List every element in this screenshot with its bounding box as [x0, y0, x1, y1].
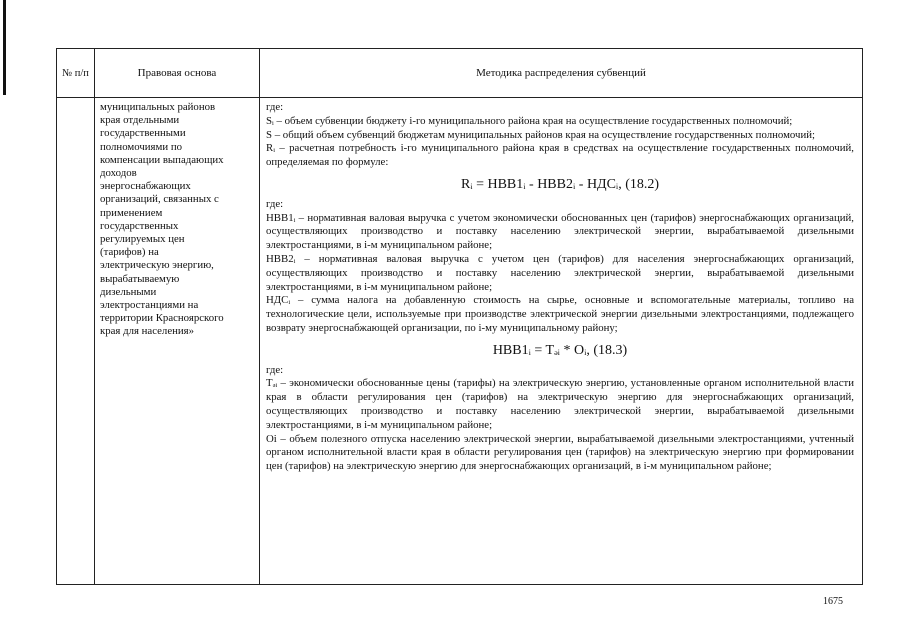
legal-line: организаций, связанных с — [100, 193, 219, 206]
cell-legal-basis — [95, 98, 260, 585]
definition-tei: Tₔᵢ – экономически обоснованные цены (тарифы) на электрическую энергию, установленные органом исполнительной власти края в области регулирования цен (тарифов) на электрическую энергию для энергоснабжающих организаций, осуществляющих производство и поставку населению электрической энергии, вырабатываемой дизельными электростанциями, в i-м муниципальном районе; — [266, 377, 854, 431]
legal-line: муниципальных районов — [100, 101, 216, 113]
table-row — [57, 98, 863, 585]
legal-line: края для населения» — [100, 325, 195, 338]
legal-line: электростанциями на — [100, 299, 199, 312]
where-label: где: — [266, 101, 284, 113]
definition-ri: Rᵢ – расчетная потребность i-го муниципального района края в средствах на осуществление государственных полномочий, определяемая по формуле: — [266, 142, 854, 169]
legal-line: государственных — [100, 219, 179, 232]
formula-18-3: НВВ1ᵢ = Tₔᵢ * Oᵢ, (18.3) — [492, 342, 628, 358]
legal-line: регулируемых цен — [100, 233, 185, 246]
legal-line: территории Красноярского — [100, 312, 224, 325]
legal-line: дизельными — [100, 285, 157, 298]
legal-line: применением — [100, 206, 163, 219]
definition-si: Sᵢ – объем субвенции бюджету i-го муниципального района края на осуществление государственных полномочий; — [266, 114, 793, 127]
legal-line: (тарифов) на — [100, 246, 159, 259]
cell-num — [57, 98, 95, 585]
definition-nvv2: НВВ2ᵢ – нормативная валовая выручка с учетом цен (тарифов) для населения энергоснабжающих организаций, осуществляющих производство и поставку населению электрической энергии, вырабатываемой дизельными электростанциями, в i-м муниципальном районе; — [266, 252, 854, 293]
legal-line: государственными — [100, 127, 186, 140]
header-legal-basis: Правовая основа — [95, 49, 260, 98]
legal-line: доходов — [100, 167, 137, 180]
legal-line: энергоснабжающих — [100, 180, 191, 193]
header-num: № п/п — [57, 49, 95, 98]
cell-methodology — [260, 98, 863, 585]
definition-nds: НДСᵢ – сумма налога на добавленную стоимость на сырье, основные и вспомогательные материалы, топливо на технологические цели, используемые при производстве электрической энергии дизельными электростанциями, подлежащего возврату энергоснабжающей организации, по i-му муниципальному району; — [266, 294, 854, 334]
legal-line: компенсации выпадающих — [100, 153, 224, 166]
definition-s: S – общий объем субвенций бюджетам муниципальных районов края на осуществление государственных полномочий; — [266, 128, 816, 141]
where-label: где: — [266, 197, 284, 210]
subvention-table — [56, 48, 863, 585]
page-number: 1675 — [823, 596, 843, 607]
legal-line: полномочиями по — [100, 140, 183, 153]
table-header-row — [57, 49, 863, 98]
legal-line: края отдельными — [100, 114, 180, 127]
legal-line: электрическую энергию, — [100, 259, 214, 272]
definition-oi: Oi – объем полезного отпуска населению электрической энергии, вырабатываемой дизельными электростанциями, учтенный органом исполнительной власти края в области регулирования цен (тарифов) на электрическую энергию при формировании цен (тарифов) на электрическую энергию для энергоснабжающих организаций, в i-м муниципальном районе; — [266, 432, 854, 473]
legal-line: вырабатываемую — [100, 272, 180, 285]
where-label: где: — [266, 363, 284, 376]
header-methodology: Методика распределения субвенций — [260, 49, 863, 98]
formula-18-2: Rᵢ = НВВ1ᵢ - НВВ2ᵢ - НДСᵢ, (18.2) — [460, 176, 660, 192]
margin-rule — [3, 0, 6, 95]
definition-nvv1: НВВ1ᵢ – нормативная валовая выручка с учетом экономически обоснованных цен (тарифов) энергоснабжающих организаций, осуществляющих производство и поставку населению электрической энергии, вырабатываемой дизельными электростанциями, в i-м муниципальном районе; — [266, 211, 854, 252]
